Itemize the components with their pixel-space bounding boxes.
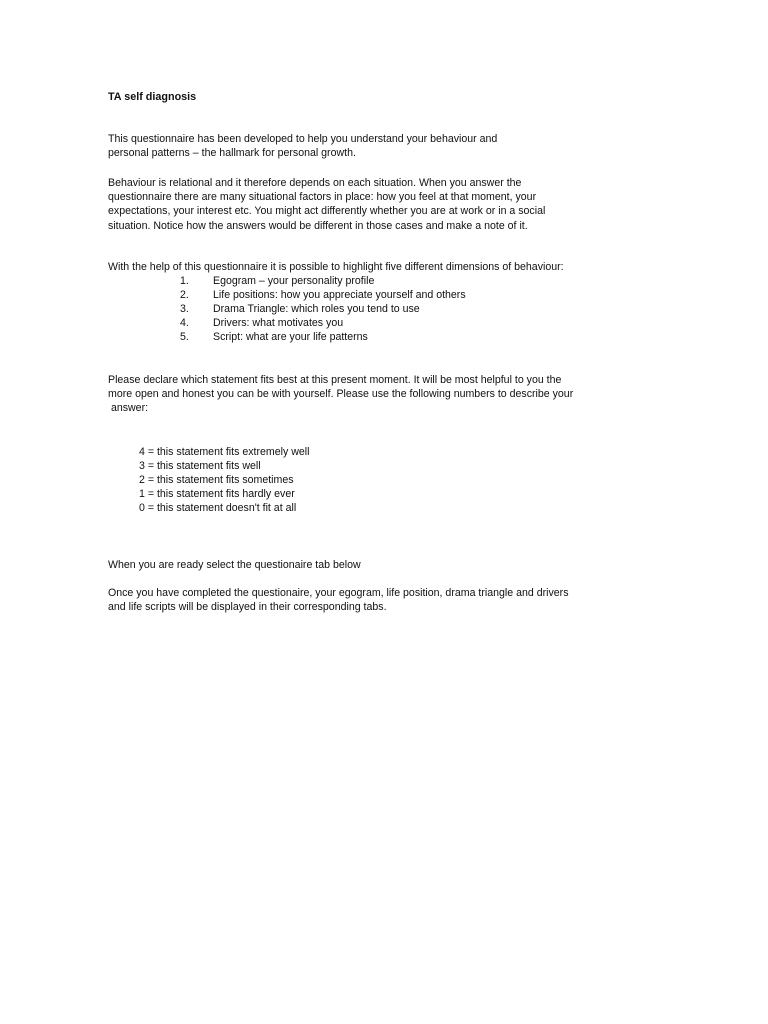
instructions-paragraph [108,373,628,416]
scale-item: 4 = this statement fits extremely well [139,446,310,458]
context-line: questionnaire there are many situational factors in place: how you feel at that moment, your [108,191,537,204]
ready-text: When you are ready select the questionaire tab below [108,559,361,571]
context-line: situation. Notice how the answers would be different in those cases and make a note of it. [108,219,528,232]
list-number: 2. [180,289,189,301]
scale-item: 2 = this statement fits sometimes [139,474,294,486]
dimensions-intro-text: With the help of this questionnaire it is possible to highlight five different dimensions of behaviour: [108,261,564,273]
list-number: 4. [180,317,189,329]
completion-line: and life scripts will be displayed in their corresponding tabs. [108,601,387,614]
list-text: Egogram – your personality profile [213,275,375,287]
dimensions-intro [108,260,628,274]
completion-paragraph [108,586,628,614]
intro-line: personal patterns – the hallmark for personal growth. [108,147,356,160]
intro-paragraph [108,132,628,160]
list-number: 1. [180,275,189,287]
intro-line: This questionnaire has been developed to help you understand your behaviour and [108,133,498,145]
list-text: Drama Triangle: which roles you tend to use [213,303,420,315]
instructions-line: Please declare which statement fits best at this present moment. It will be most helpful to you the [108,374,562,386]
list-text: Script: what are your life patterns [213,331,368,343]
instructions-line: answer: [108,402,149,415]
ready-paragraph [108,558,628,572]
list-number: 3. [180,303,189,315]
context-line: Behaviour is relational and it therefore depends on each situation. When you answer the [108,177,522,189]
scale-item: 0 = this statement doesn't fit at all [139,502,297,514]
instructions-line: more open and honest you can be with yourself. Please use the following numbers to describe your [108,388,574,401]
list-text: Life positions: how you appreciate yourself and others [213,289,466,301]
context-line: expectations, your interest etc. You might act differently whether you are at work or in a social [108,205,546,218]
completion-line: Once you have completed the questionaire, your egogram, life position, drama triangle and drivers [108,587,569,599]
list-text: Drivers: what motivates you [213,317,344,329]
document-title: TA self diagnosis [108,91,197,103]
scale-item: 3 = this statement fits well [139,460,261,472]
scale-item: 1 = this statement fits hardly ever [139,488,295,500]
context-paragraph [108,176,628,233]
list-number: 5. [180,331,189,343]
